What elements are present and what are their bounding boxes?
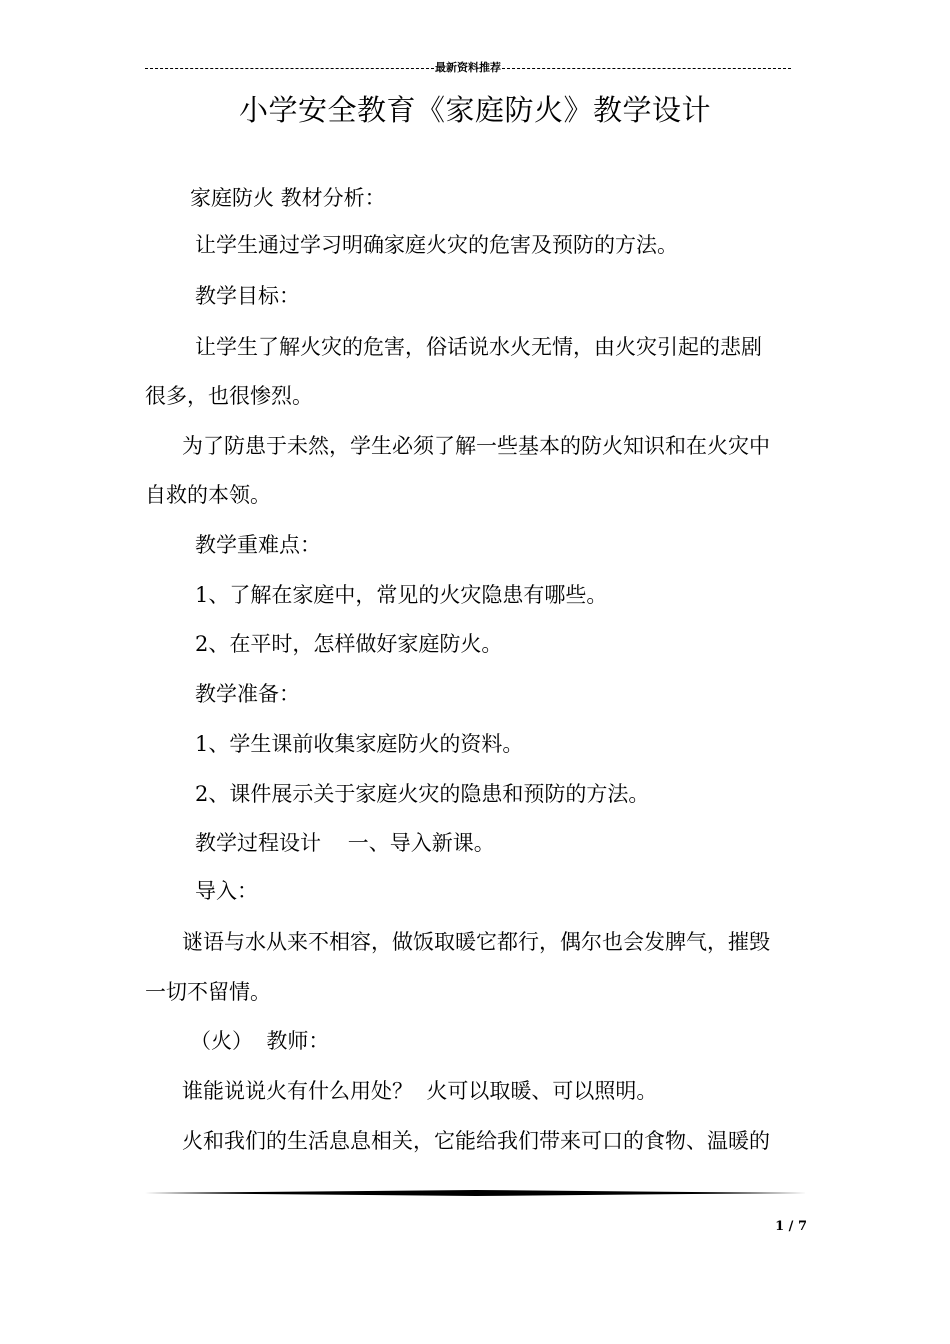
paragraph-3: 教学目标： [195,284,300,308]
paragraph-12: 1、学生课前收集家庭防火的资料。 [195,732,524,756]
paragraph-15: 导入： [195,879,258,903]
paragraph-5: 很多，也很惨烈。 [145,384,313,408]
document-title: 小学安全教育《家庭防火》教学设计 [238,93,711,127]
paragraph-1: 家庭防火 教材分析： [190,186,386,210]
paragraph-11: 教学准备： [195,682,300,706]
page-number: 1 / 7 [775,1219,807,1234]
paragraph-17: 一切不留情。 [145,980,271,1004]
paragraph-19: 谁能说说火有什么用处？ 火可以取暖、可以照明。 [182,1079,658,1103]
page-header [145,59,791,77]
paragraph-8: 教学重难点： [195,533,321,557]
paragraph-7: 自救的本领。 [145,483,271,507]
paragraph-10: 2、在平时，怎样做好家庭防火。 [195,632,503,656]
paragraph-14: 教学过程设计 一、导入新课。 [195,831,495,855]
paragraph-13: 2、课件展示关于家庭火灾的隐患和预防的方法。 [195,782,650,806]
paragraph-9: 1、了解在家庭中，常见的火灾隐患有哪些。 [195,583,608,607]
paragraph-20: 火和我们的生活息息相关，它能给我们带来可口的食物、温暖的 [182,1129,770,1153]
header-dash-right [502,68,791,69]
footer-rule [145,1189,807,1197]
header-dash-left [145,68,434,69]
paragraph-18: （火） 教师： [190,1029,330,1053]
paragraph-4: 让学生了解火灾的危害，俗话说水火无情，由火灾引起的悲剧 [195,335,762,359]
paragraph-2: 让学生通过学习明确家庭火灾的危害及预防的方法。 [195,233,678,257]
header-text: 最新资料推荐 [435,61,501,74]
paragraph-6: 为了防患于未然，学生必须了解一些基本的防火知识和在火灾中 [182,434,770,458]
paragraph-16: 谜语与水从来不相容，做饭取暖它都行，偶尔也会发脾气，摧毁 [182,930,770,954]
